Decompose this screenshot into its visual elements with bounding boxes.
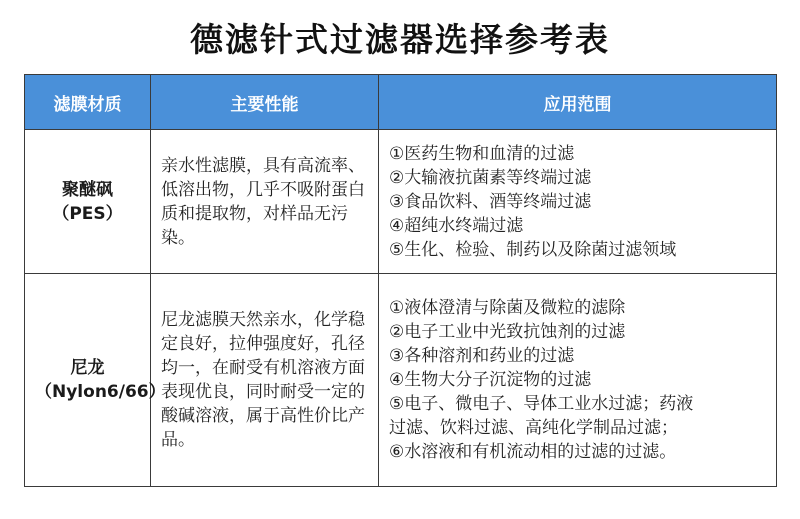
application-item: ③各种溶剂和药业的过滤	[389, 346, 575, 366]
application-item: ①医药生物和血清的过滤	[389, 143, 575, 164]
material-name: 尼龙	[70, 358, 105, 378]
material-cell	[25, 274, 166, 487]
performance-cell: 亲水性滤膜，具有高流率、低溶出物，几乎不吸附蛋白质和提取物，对样品无污染。	[151, 130, 379, 274]
header-material: 滤膜材质	[25, 75, 151, 130]
table-row	[25, 274, 777, 487]
application-item: 过滤、饮料过滤、高纯化学制品过滤；	[389, 418, 678, 438]
material-name: 聚醚砜	[62, 179, 113, 200]
applications-cell	[379, 130, 777, 274]
header-performance: 主要性能	[151, 75, 379, 130]
application-item: ④超纯水终端过滤	[389, 215, 524, 236]
reference-table	[24, 74, 777, 487]
application-item: ②大输液抗菌素等终端过滤	[389, 167, 592, 188]
table-row	[25, 130, 777, 274]
material-cell	[25, 130, 151, 274]
application-item: ③食品饮料、酒等终端过滤	[389, 191, 592, 212]
application-item: ⑤生化、检验、制药以及除菌过滤领域	[389, 239, 677, 260]
material-code: （PES）	[52, 203, 123, 224]
application-item: ⑤电子、微电子、导体工业水过滤；药液	[389, 394, 694, 414]
table-header-row	[25, 75, 777, 130]
material-code: （Nylon6/66）	[35, 382, 166, 402]
applications-cell	[379, 274, 777, 487]
application-item: ⑥水溶液和有机流动相的过滤的过滤。	[389, 442, 677, 462]
application-item: ④生物大分子沉淀物的过滤	[389, 370, 592, 390]
performance-cell: 尼龙滤膜天然亲水，化学稳定良好，拉伸强度好，孔径均一，在耐受有机溶液方面表现优良，同时耐受一定的酸碱溶液，属于高性价比产品。	[151, 274, 379, 487]
application-item: ①液体澄清与除菌及微粒的滤除	[389, 298, 626, 318]
page-title: 德滤针式过滤器选择参考表	[190, 20, 610, 59]
header-applications: 应用范围	[379, 75, 777, 130]
application-item: ②电子工业中光致抗蚀剂的过滤	[389, 322, 626, 342]
